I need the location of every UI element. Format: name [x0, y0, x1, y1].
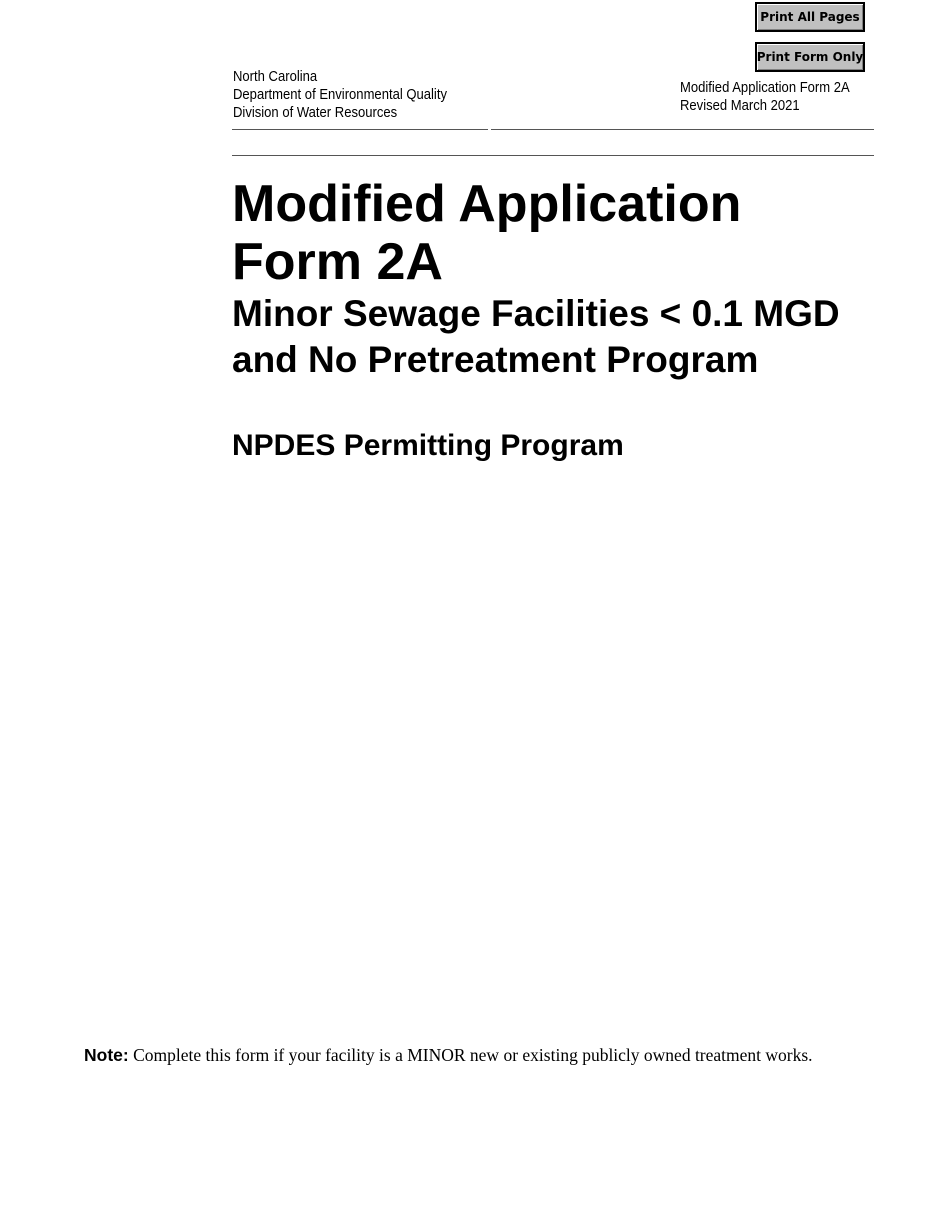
- agency-division: Division of Water Resources: [233, 105, 398, 121]
- note-label: Note:: [84, 1045, 129, 1065]
- agency-state: North Carolina: [233, 69, 318, 85]
- subtitle-line-1: Minor Sewage Facilities < 0.1 MGD: [232, 293, 840, 334]
- title-line-1: Modified Application: [232, 175, 742, 233]
- print-form-only-button[interactable]: Print Form Only: [755, 42, 865, 72]
- form-name: Modified Application Form 2A: [680, 80, 850, 96]
- page-subtitle: [232, 291, 840, 383]
- note-text: Complete this form if your facility is a MINOR new or existing publicly owned treatment works.: [128, 1045, 813, 1065]
- note-paragraph: [84, 1044, 813, 1066]
- form-info-block: [680, 79, 850, 115]
- agency-department: Department of Environmental Quality: [233, 87, 447, 103]
- title-line-2: Form 2A: [232, 233, 443, 291]
- print-all-pages-button[interactable]: Print All Pages: [755, 2, 865, 32]
- subtitle-line-2: and No Pretreatment Program: [232, 339, 759, 380]
- agency-block: [233, 68, 447, 122]
- program-heading: NPDES Permitting Program: [232, 429, 624, 462]
- header-divider-full: [232, 155, 874, 156]
- header-divider-left: [232, 129, 488, 130]
- form-revision: Revised March 2021: [680, 98, 800, 114]
- header-divider-right: [491, 129, 874, 130]
- page-title: [232, 175, 741, 291]
